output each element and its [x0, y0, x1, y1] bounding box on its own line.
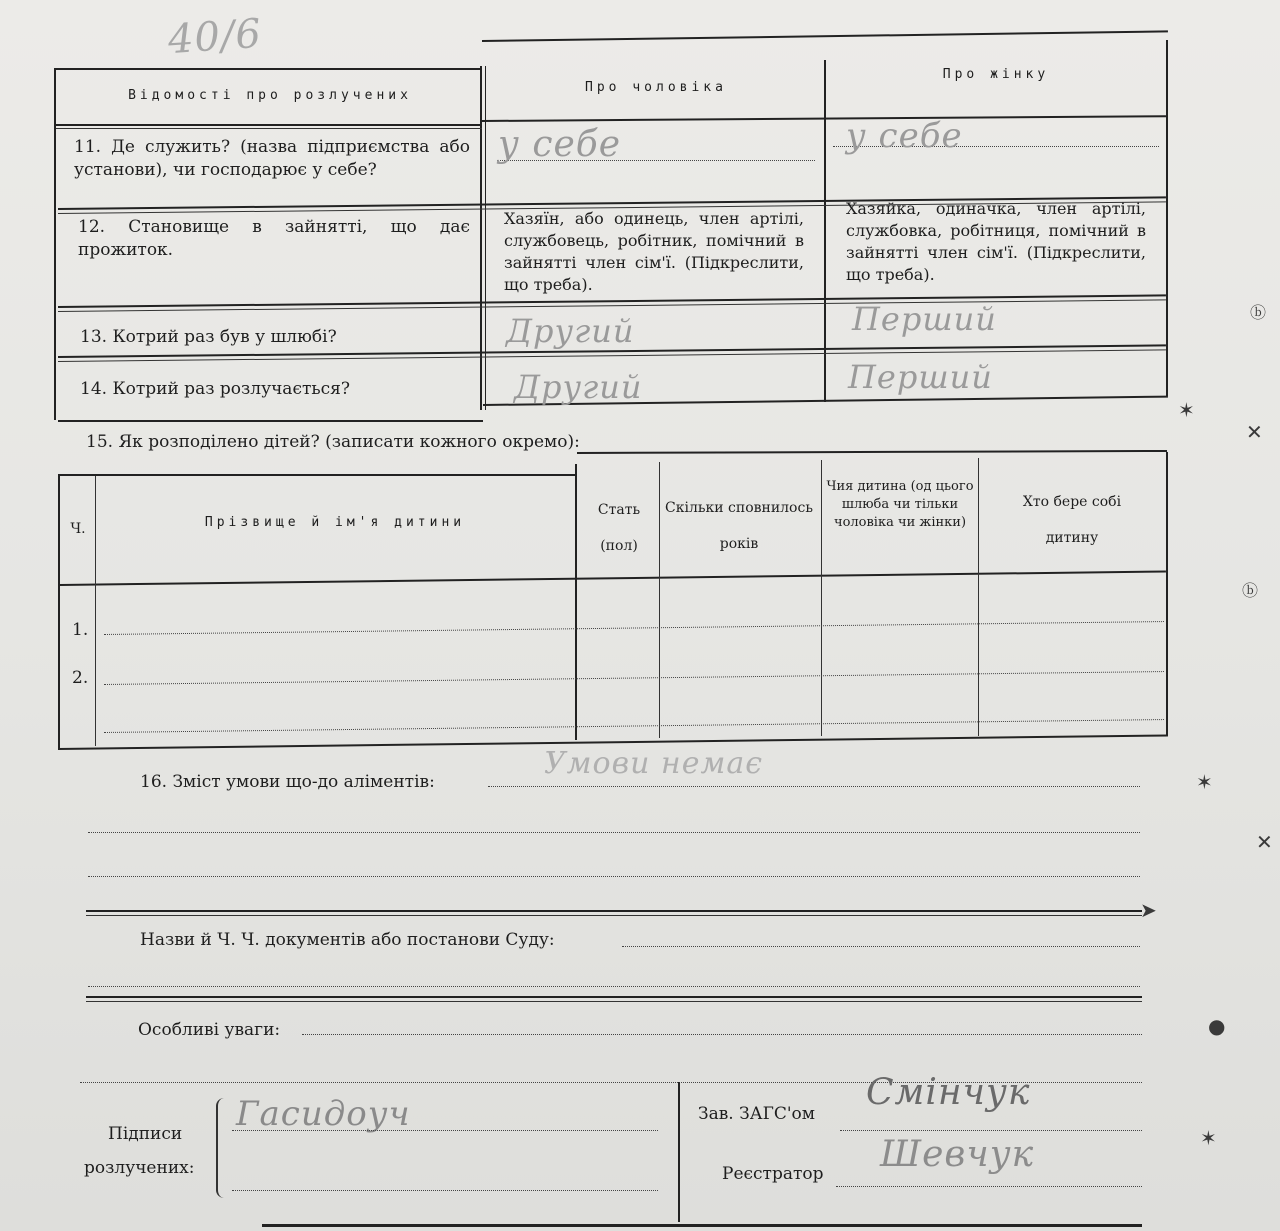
signature-bracket [216, 1098, 228, 1198]
page-number: 40/6 [166, 10, 264, 64]
binding-mark-8: ✕ [1256, 830, 1273, 854]
col-number: Ч. [70, 521, 86, 537]
wife-answer-13: Перший [852, 300, 997, 338]
signatures-label-line1: Підписи [108, 1124, 183, 1144]
binding-mark-6: ⓑ [1250, 303, 1267, 322]
husband-options-12: Хазяїн, або одинець, член артілі, службовець, робітник, помічний в зайнятті член сім'ї. (Підкреслити, що треба). [504, 209, 804, 294]
children-section-title: 15. Як розподілено дітей? (записати кожного окремо): [86, 432, 580, 452]
remarks-label: Особливі уваги: [138, 1020, 281, 1040]
child-row-1-number: 1. [72, 620, 89, 640]
col-whose-child: Чия дитина (од цього шлюба чи тільки чоловіка чи жінки) [826, 479, 974, 530]
signatures-label-line2: розлучених: [84, 1158, 195, 1178]
col-age: Скільки сповнилось років [665, 500, 813, 552]
divorcee-signature: Гасидоуч [236, 1094, 411, 1134]
question-14: 14. Котрий раз розлучається? [80, 379, 350, 399]
husband-answer-13: Другий [506, 312, 635, 350]
head-of-registry-signature: Смінчук [866, 1072, 1031, 1113]
wife-options-12: Хазяйка, одиначка, член артілі, службовка, робітниця, помічний в зайнятті член сім'ї. (Підкреслити, що треба). [846, 199, 1146, 284]
binding-mark-4: ● [1208, 1014, 1226, 1038]
header-about-husband: Про чоловіка [585, 80, 727, 95]
binding-mark-2: ✕ [1246, 420, 1263, 444]
husband-answer-14: Другий [514, 368, 643, 406]
question-12: 12. Становище в зайнятті, що дає прожиток. [78, 217, 470, 260]
question-13: 13. Котрий раз був у шлюбі? [80, 327, 337, 347]
head-of-registry-label: Зав. ЗАГС'ом [698, 1104, 815, 1124]
binding-mark-1: ✶ [1178, 398, 1195, 422]
col-child-name: Прізвище й ім'я дитини [204, 515, 466, 530]
wife-answer-11: у себе [846, 116, 963, 156]
binding-mark-7: ⓑ [1242, 581, 1259, 600]
documents-label: Назви й Ч. Ч. документів або постанови Суду: [140, 930, 555, 950]
question-11: 11. Де служить? (назва підприємства або установи), чи господарює у себе? [74, 137, 470, 180]
child-row-2-number: 2. [72, 668, 89, 688]
binding-mark-5: ➤ [1140, 898, 1157, 922]
col-sex: Стать (пол) [597, 502, 641, 554]
alimony-value: Умови немає [544, 746, 764, 781]
binding-mark-9: ✶ [1200, 1126, 1217, 1150]
wife-answer-14: Перший [848, 358, 993, 396]
husband-answer-11: у себе [498, 124, 622, 165]
header-divorcee-info: Відомості про розлучених [128, 88, 412, 103]
binding-mark-3: ✶ [1196, 770, 1213, 794]
registrar-signature: Шевчук [880, 1134, 1035, 1175]
alimony-label: 16. Зміст умови що-до аліментів: [140, 772, 435, 792]
header-about-wife: Про жінку [942, 67, 1050, 82]
registrar-label: Реєстратор [722, 1164, 824, 1184]
col-who-takes: Хто бере собі дитину [1022, 494, 1122, 546]
